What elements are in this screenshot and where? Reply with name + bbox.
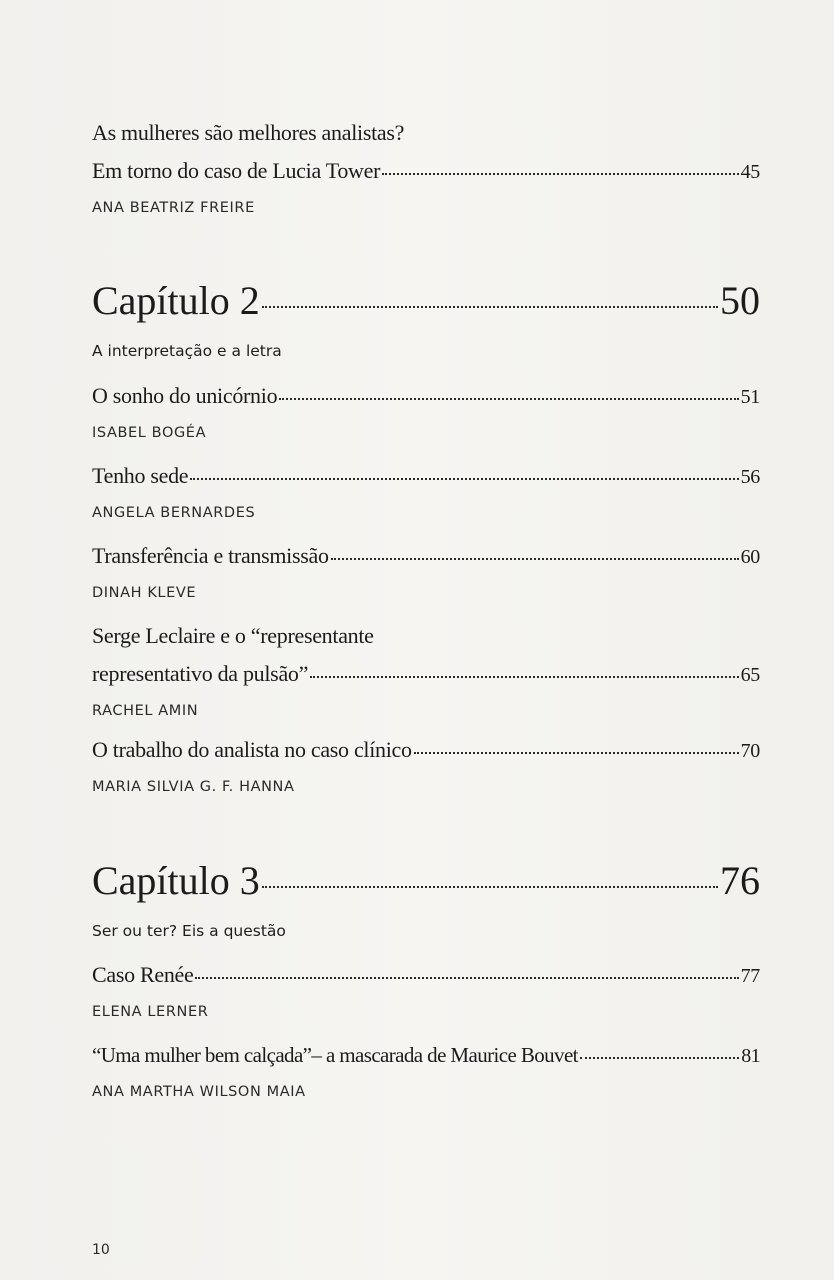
chapter-title-line: [92, 276, 760, 326]
toc-entry-author: DINAH KLEVE: [92, 585, 197, 601]
dot-leader: [580, 1057, 739, 1059]
toc-entry[interactable]: [92, 1036, 760, 1103]
toc-entry-title-line: [92, 457, 760, 496]
dot-leader: [190, 478, 738, 480]
toc-entry-page: 45: [740, 161, 760, 183]
dot-leader: [382, 173, 738, 175]
dot-leader: [310, 676, 739, 678]
chapter-subtitle: A interpretação e a letra: [92, 342, 282, 360]
toc-entry-page: 60: [740, 546, 760, 568]
chapter-subtitle: Ser ou ter? Eis a questão: [92, 922, 286, 940]
toc-entry-title: Caso Renée: [92, 962, 194, 987]
toc-entry-title-line1: Serge Leclaire e o “representante: [92, 623, 374, 648]
toc-entry-author: ANGELA BERNARDES: [92, 505, 256, 521]
toc-entry-title-line: [92, 1036, 760, 1075]
chapter-heading[interactable]: [92, 856, 760, 942]
toc-entry-title: [92, 617, 760, 655]
toc-entry[interactable]: [92, 114, 760, 219]
toc-entry-title: O sonho do unicórnio: [92, 383, 278, 408]
toc-entry-title-line: [92, 152, 760, 191]
toc-entry-page: 81: [741, 1045, 760, 1067]
toc-entry-author: ANA BEATRIZ FREIRE: [92, 200, 255, 216]
dot-leader: [262, 306, 718, 308]
dot-leader: [262, 886, 718, 888]
toc-entry-page: 56: [740, 466, 760, 488]
toc-entry-title-line2: Em torno do caso de Lucia Tower: [92, 158, 381, 183]
toc-entry-page: 77: [740, 965, 760, 987]
page-number: 10: [92, 1242, 110, 1258]
toc-entry-author: ANA MARTHA WILSON MAIA: [92, 1084, 306, 1100]
toc-entry[interactable]: [92, 457, 760, 524]
toc-entry[interactable]: [92, 377, 760, 444]
chapter-title-line: [92, 856, 760, 906]
toc-entry-title-line2: representativo da pulsão”: [92, 661, 309, 686]
toc-entry[interactable]: [92, 537, 760, 604]
toc-entry-title-line: [92, 377, 760, 416]
chapter-heading[interactable]: [92, 276, 760, 362]
dot-leader: [331, 558, 739, 560]
toc-entry[interactable]: [92, 617, 760, 722]
toc-entry-title: [92, 114, 760, 152]
toc-entry-title: Transferência e transmissão: [92, 543, 329, 568]
toc-entry-title: “Uma mulher bem calçada”– a mascarada de Maurice Bouvet: [92, 1043, 578, 1067]
toc-entry[interactable]: [92, 956, 760, 1023]
toc-entry-page: 70: [740, 740, 760, 762]
dot-leader: [414, 752, 739, 754]
toc-entry-title: O trabalho do analista no caso clínico: [92, 737, 412, 762]
toc-entry-title: Tenho sede: [92, 463, 189, 488]
toc-entry-title-line: [92, 731, 760, 770]
toc-entry-author: RACHEL AMIN: [92, 703, 199, 719]
chapter-page: 50: [720, 278, 760, 323]
chapter-title: Capítulo 3: [92, 858, 260, 903]
toc-entry-title-line1: As mulheres são melhores analistas?: [92, 120, 405, 145]
toc-entry-title-line: [92, 537, 760, 576]
toc-entry-page: 51: [740, 386, 760, 408]
toc-entry-author: ISABEL BOGÉA: [92, 425, 207, 441]
dot-leader: [195, 977, 738, 979]
chapter-title: Capítulo 2: [92, 278, 260, 323]
chapter-page: 76: [720, 858, 760, 903]
toc-entry[interactable]: [92, 731, 760, 798]
toc-entry-title-line: [92, 956, 760, 995]
dot-leader: [279, 398, 738, 400]
toc-entry-author: ELENA LERNER: [92, 1004, 209, 1020]
toc-entry-title-line: [92, 655, 760, 694]
toc-entry-author: MARIA SILVIA G. F. HANNA: [92, 779, 295, 795]
toc-entry-page: 65: [740, 664, 760, 686]
